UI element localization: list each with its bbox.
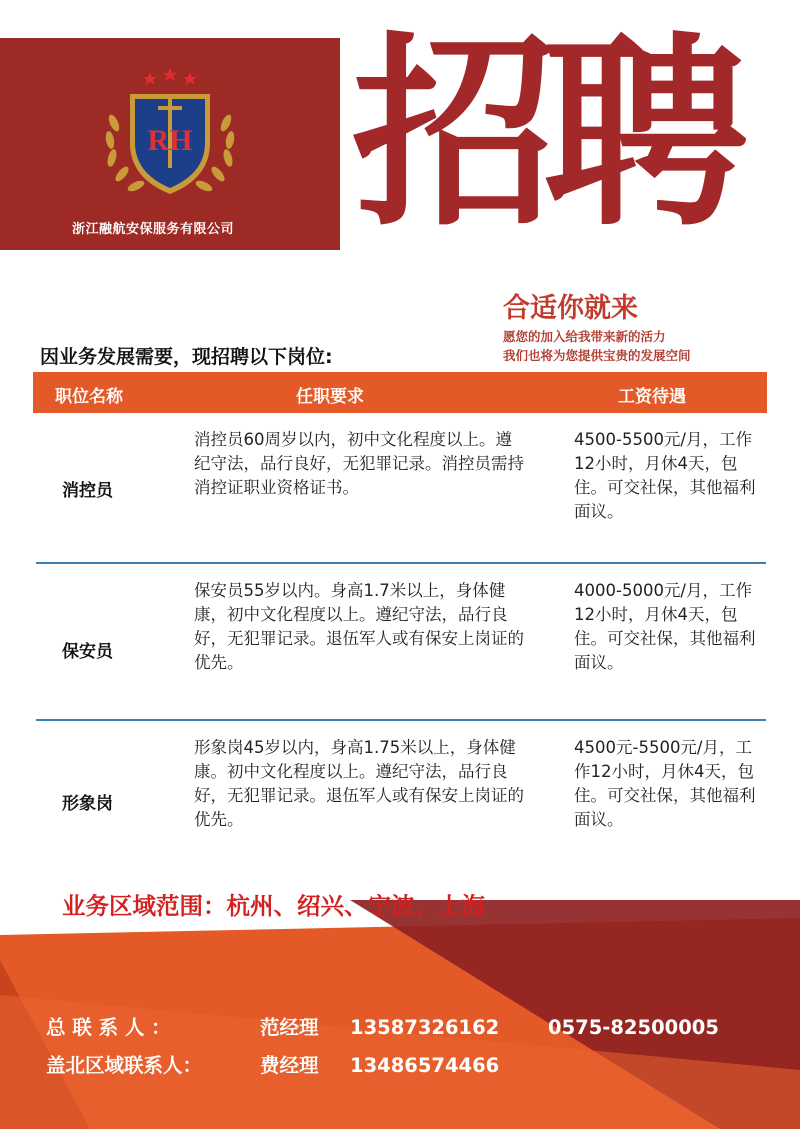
header-position: 职位名称 [55,387,123,407]
table-row [36,723,766,879]
contact-row [46,1050,548,1078]
table-row [36,566,766,718]
contact-phone[interactable]: 13587326162 [350,1016,500,1039]
row-divider [36,719,766,721]
table-header [33,372,767,413]
contact-phone[interactable]: 13486574466 [350,1054,500,1077]
contact-row [46,1012,719,1040]
position-salary: 4500-5500元/月，工作12小时，月休4天，包住。可交社保，其他福利面议。 [574,430,756,521]
position-requirements: 消控员60周岁以内，初中文化程度以上。遵纪守法，品行良好，无犯罪记录。消控员需持消控证职业资格证书。 [194,430,524,497]
contact-name: 范经理 [260,1016,319,1039]
header-requirements: 任职要求 [296,387,364,407]
service-region: 业务区域范围：杭州、绍兴、宁波、上海 [62,892,485,920]
contact-name: 费经理 [260,1054,319,1077]
contact-label: 总 联 系 人 ： [46,1016,171,1039]
position-name: 消控员 [62,481,113,501]
contact-phone-2[interactable]: 0575-82500005 [548,1016,719,1039]
slogan-line-1: 愿您的加入给我带来新的活力 [503,329,666,344]
intro-text: 因业务发展需要，现招聘以下岗位: [40,346,333,368]
table-row [36,415,766,561]
position-requirements: 形象岗45岁以内，身高1.75米以上，身体健康。初中文化程度以上。遵纪守法，品行良好，无犯罪记录。退伍军人或有保安上岗证的优先。 [194,738,524,829]
position-salary: 4000-5000元/月，工作12小时，月休4天，包住。可交社保，其他福利面议。 [574,581,756,672]
contact-label: 盖北区域联系人： [46,1054,203,1077]
position-requirements: 保安员55岁以内。身高1.7米以上，身体健康，初中文化程度以上。遵纪守法，品行良好，无犯罪记录。退伍军人或有保安上岗证的优先。 [194,581,524,672]
position-name: 形象岗 [62,794,113,814]
position-name: 保安员 [62,642,113,662]
row-divider [36,562,766,564]
position-salary: 4500元-5500元/月，工作12小时，月休4天，包住。可交社保，其他福利面议。 [574,738,756,829]
header-salary: 工资待遇 [618,387,686,407]
company-name: 浙江融航安保服务有限公司 [72,222,235,237]
page-title: 招聘 [352,16,734,254]
company-logo [100,68,240,203]
slogan-main: 合适你就来 [503,293,638,324]
slogan-line-2: 我们也将为您提供宝贵的发展空间 [503,348,691,363]
logo-text: RH [147,124,193,157]
star-icons [143,68,197,85]
